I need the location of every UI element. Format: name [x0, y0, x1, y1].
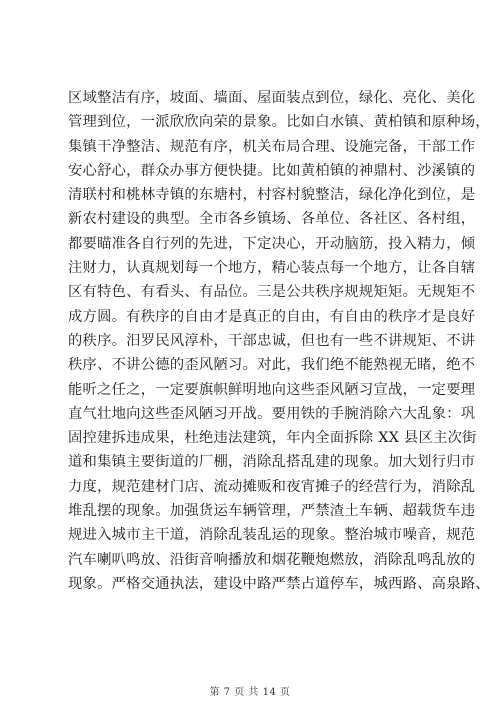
text-line: 规进入城市主干道，消除乱装乱运的现象。整治城市噪音，规范: [68, 527, 476, 544]
text-line: 固控建拆违成果，杜绝违法建筑，年内全面拆除 XX 县区主次街: [68, 430, 477, 447]
text-line: 道和集镇主要街道的厂棚，消除乱搭乱建的现象。加大划行归市: [68, 454, 476, 471]
text-line: 力度，规范建材门店、流动摊贩和夜宵摊子的经营行为，消除乱: [68, 478, 476, 495]
text-line: 管理到位，一派欣欣向荣的景象。比如白水镇、黄柏镇和原种场，: [68, 114, 490, 131]
text-line: 清联村和桃林寺镇的东塘村，村容村貌整洁，绿化净化到位，是: [68, 187, 476, 204]
text-line: 堆乱摆的现象。加强货运车辆管理，严禁渣土车辆、超载货车违: [68, 503, 476, 520]
text-line: 注财力，认真规划每一个地方，精心装点每一个地方，让各自辖: [68, 260, 476, 277]
text-line: 秩序、不讲公德的歪风陋习。对此，我们绝不能熟视无睹，绝不: [68, 357, 476, 374]
text-line: 成方圆。有秩序的自由才是真正的自由，有自由的秩序才是良好: [68, 308, 476, 325]
text-line: 区有特色、有看头、有品位。三是公共秩序规规矩矩。无规矩不: [68, 284, 476, 301]
text-line: 新农村建设的典型。全市各乡镇场、各单位、各社区、各村组，: [68, 211, 476, 228]
text-line: 区域整洁有序，坡面、墙面、屋面装点到位，绿化、亮化、美化: [68, 90, 476, 106]
body-text: [68, 86, 490, 596]
text-line: 能听之任之，一定要旗帜鲜明地向这些歪风陋习宣战，一定要理: [68, 381, 476, 398]
text-line: 安心舒心，群众办事方便快捷。比如黄柏镇的神鼎村、沙溪镇的: [68, 162, 476, 179]
text-line: 汽车喇叭鸣放、沿街音响播放和烟花鞭炮燃放，消除乱鸣乱放的: [68, 551, 476, 568]
text-line: 直气壮地向这些歪风陋习开战。要用铁的手腕消除六大乱象：巩: [68, 405, 476, 422]
text-line: 都要瞄准各自行列的先进，下定决心，开动脑筋，投入精力，倾: [68, 235, 476, 252]
page-number-footer: 第 7 页 共 14 页: [209, 687, 291, 698]
text-line: 的秩序。汨罗民风淳朴，干部忠诚，但也有一些不讲规矩、不讲: [68, 332, 476, 349]
text-line: 现象。严格交通执法，建设中路严禁占道停车，城西路、高泉路、: [68, 575, 490, 592]
text-line: 集镇干净整洁、规范有序，机关布局合理、设施完备，干部工作: [68, 138, 476, 155]
